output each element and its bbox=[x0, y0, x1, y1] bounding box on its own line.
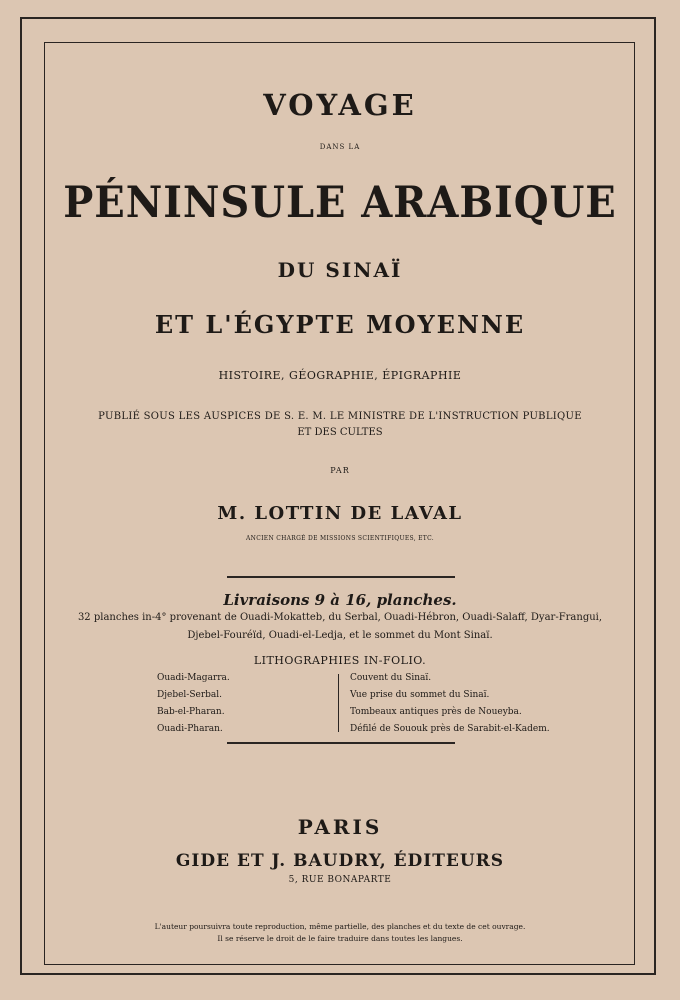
plate-list-left bbox=[157, 670, 230, 738]
column-divider bbox=[338, 674, 339, 732]
lithographies-heading: LITHOGRAPHIES IN-FOLIO. bbox=[253, 654, 427, 667]
author-description: ANCIEN CHARGÉ DE MISSIONS SCIENTIFIQUES, ETC. bbox=[246, 535, 434, 542]
title-connector: DANS LA bbox=[319, 143, 361, 151]
auspices-line-1: PUBLIÉ SOUS LES AUSPICES DE S. E. M. LE MINISTRE DE L'INSTRUCTION PUBLIQUE bbox=[98, 411, 582, 422]
imprint-city: PARIS bbox=[297, 815, 383, 839]
divider-rule-top bbox=[227, 576, 455, 578]
livraisons-heading: Livraisons 9 à 16, planches. bbox=[223, 591, 457, 609]
list-item: Ouadi-Magarra. bbox=[157, 673, 230, 683]
list-item: Bab-el-Pharan. bbox=[157, 707, 225, 717]
subtitle-egypte: ET L'ÉGYPTE MOYENNE bbox=[154, 310, 526, 339]
imprint-address: 5, RUE BONAPARTE bbox=[288, 875, 392, 885]
copyright-notice-2: Il se réserve le droit de le faire traduire dans toutes les langues. bbox=[217, 934, 463, 943]
planches-line-2: Djebel-Fouréïd, Ouadi-el-Ledja, et le sommet du Mont Sinaï. bbox=[187, 630, 493, 641]
list-item: Djebel-Serbal. bbox=[157, 690, 222, 700]
plate-list-right bbox=[350, 670, 550, 738]
list-item: Ouadi-Pharan. bbox=[157, 724, 223, 734]
planches-line-1: 32 planches in-4° provenant de Ouadi-Mokatteb, du Serbal, Ouadi-Hébron, Ouadi-Salaff, Dyar-Frangui, bbox=[77, 612, 603, 623]
par-label: PAR bbox=[330, 466, 350, 475]
list-item: Défilé de Sououk près de Sarabit-el-Kadem. bbox=[350, 724, 550, 734]
author-name: M. LOTTIN DE LAVAL bbox=[217, 503, 463, 524]
list-item: Tombeaux antiques près de Noueyba. bbox=[350, 707, 522, 717]
subjects-line: HISTOIRE, GÉOGRAPHIE, ÉPIGRAPHIE bbox=[218, 369, 462, 382]
auspices-line-2: ET DES CULTES bbox=[297, 427, 383, 438]
title-voyage: VOYAGE bbox=[263, 88, 417, 122]
divider-rule-bottom bbox=[227, 742, 455, 744]
copyright-notice-1: L'auteur poursuivra toute reproduction, même partielle, des planches et du texte de cet ouvrage. bbox=[154, 922, 526, 931]
subtitle-sinai: DU SINAÏ bbox=[277, 258, 403, 282]
list-item: Vue prise du sommet du Sinaï. bbox=[350, 690, 490, 700]
list-item: Couvent du Sinaï. bbox=[350, 673, 432, 683]
main-title: PÉNINSULE ARABIQUE bbox=[63, 178, 617, 228]
imprint-publisher: GIDE ET J. BAUDRY, ÉDITEURS bbox=[175, 851, 505, 871]
